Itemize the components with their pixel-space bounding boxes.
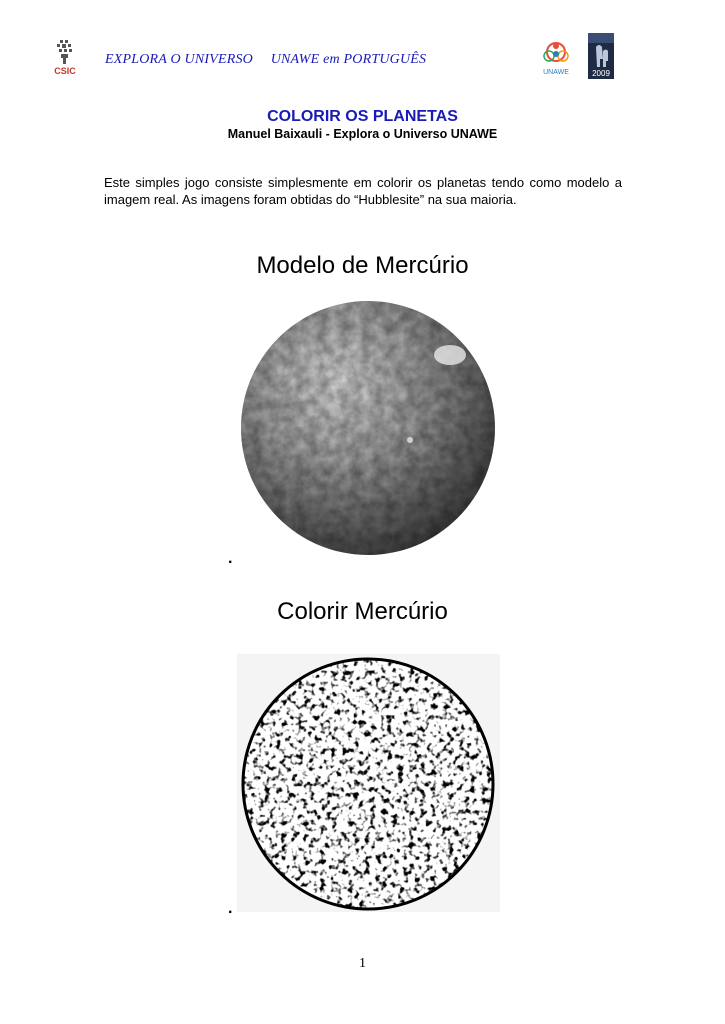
svg-text:CSIC: CSIC (54, 66, 76, 76)
page-number: 1 (359, 956, 366, 971)
header-left-text: EXPLORA O UNIVERSO (105, 52, 253, 67)
page-subtitle: Manuel Baixauli - Explora o Universo UNAWE (227, 127, 498, 141)
svg-text:2009: 2009 (592, 69, 610, 78)
section-heading-color: Colorir Mercúrio (277, 598, 448, 625)
svg-text:UNAWE: UNAWE (543, 69, 569, 76)
bullet-marker: . (228, 550, 233, 567)
iya-logo (588, 33, 614, 79)
intro-paragraph: Este simples jogo consiste simplesmente em colorir os planetas tendo como modelo a imagem real. As imagens foram obtidas do “Hubblesite” na sua maioria. (104, 175, 622, 207)
csic-logo (50, 38, 80, 76)
bullet-marker: . (228, 900, 233, 917)
unawe-logo (538, 38, 574, 78)
page-title: COLORIR OS PLANETAS (267, 108, 458, 125)
section-heading-model: Modelo de Mercúrio (256, 252, 469, 279)
header-right-text: UNAWE em PORTUGUÊS (270, 52, 427, 67)
header-title (105, 52, 440, 68)
mercury-model-image (240, 300, 496, 556)
mercury-coloring-image (237, 654, 500, 912)
